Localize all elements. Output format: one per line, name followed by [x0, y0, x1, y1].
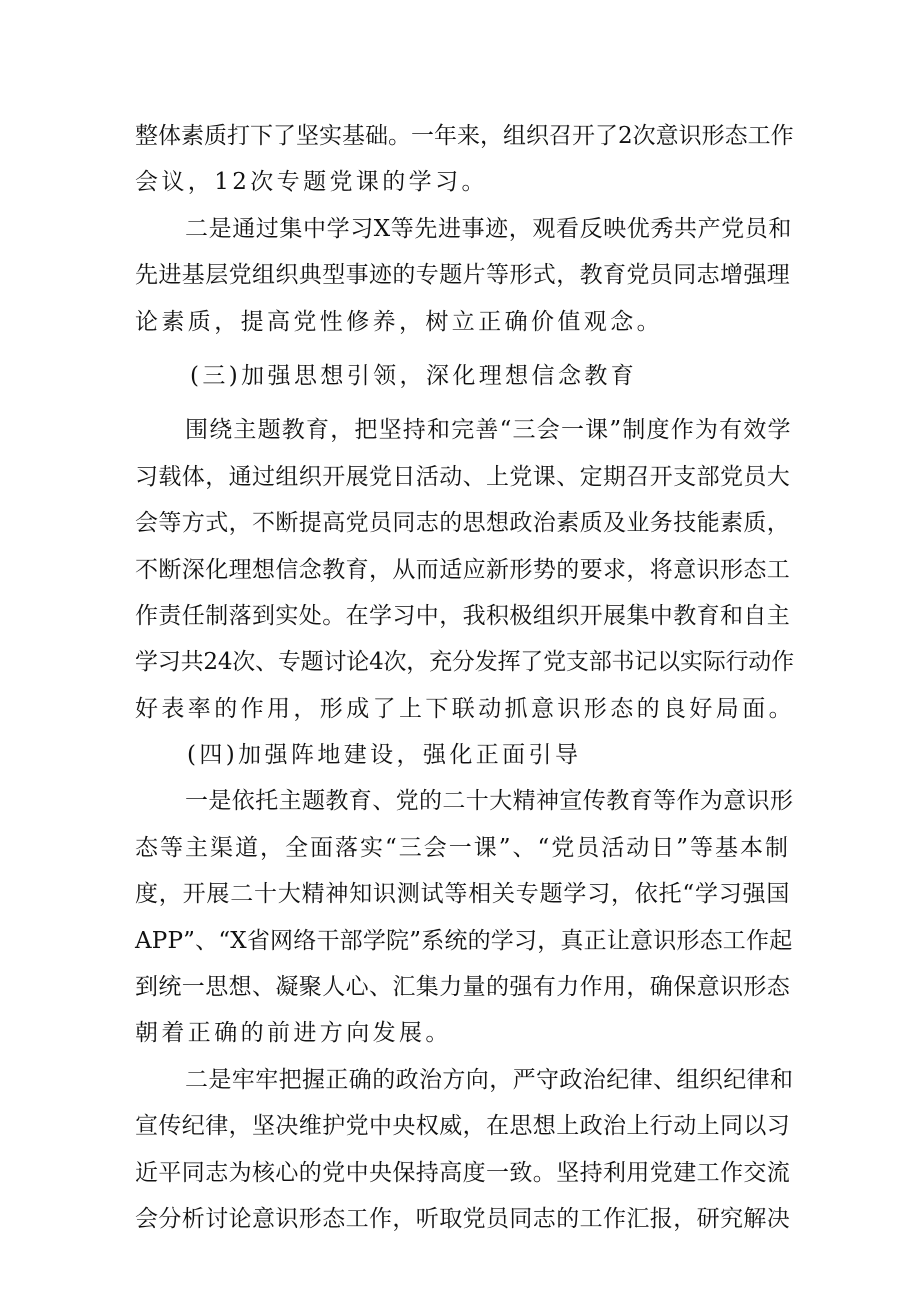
text-line: 态等主渠道，全面落实“三会一课”、“党员活动日”等基本制 [135, 834, 791, 861]
text-line: 二是牢牢把握正确的政治方向，严守政治纪律、组织纪律和 [185, 1066, 794, 1093]
text-line: 到统一思想、凝聚人心、汇集力量的强有力作用，确保意识形态 [135, 974, 791, 1001]
text-line: 度，开展二十大精神知识测试等相关专题学习，依托“学习强国 [135, 881, 791, 908]
text-line: 整体素质打下了坚实基础。一年来，组织召开了2次意识形态工作 [135, 123, 794, 149]
text-line: 学习共24次、专题讨论4次，充分发挥了党支部书记以实际行动作 [135, 649, 794, 676]
text-line: 宣传纪律，坚决维护党中央权威，在思想上政治上行动上同以习 [135, 1113, 791, 1140]
paragraph-3 [135, 407, 795, 732]
text-line: 论素质，提高党性修养，树立正确价值观念。 [135, 308, 663, 335]
text-line: 不断深化理想信念教育，从而适应新形势的要求，将意识形态工 [135, 556, 791, 583]
heading-text: (三)加强思想引领，深化理想信念教育 [190, 362, 638, 389]
text-line: 习载体，通过组织开展党日活动、上党课、定期召开支部党员大 [135, 463, 791, 490]
heading-text: (四)加强阵地建设，强化正面引导 [187, 742, 582, 769]
text-line: 围绕主题教育，把坚持和完善“三会一课”制度作为有效学 [185, 417, 792, 444]
paragraph-4 [135, 778, 795, 1056]
paragraph-5 [135, 1057, 795, 1243]
text-line: 一是依托主题教育、党的二十大精神宣传教育等作为意识形 [185, 788, 794, 815]
text-line: 作责任制落到实处。在学习中，我积极组织开展集中教育和自主 [135, 602, 791, 629]
text-line: 先进基层党组织典型事迹的专题片等形式，教育党员同志增强理 [135, 262, 791, 289]
section-heading-3 [135, 353, 795, 399]
section-heading-4 [135, 732, 795, 778]
text-line: 会分析讨论意识形态工作，听取党员同志的工作汇报，研究解决 [135, 1205, 791, 1232]
text-line: 会议，12次专题党课的学习。 [135, 169, 488, 196]
paragraph-1 [135, 113, 795, 206]
text-line: APP”、“X省网络干部学院”系统的学习，真正让意识形态工作起 [135, 927, 793, 954]
text-line: 会等方式，不断提高党员同志的思想政治素质及业务技能素质， [135, 510, 791, 537]
text-line: 朝着正确的前进方向发展。 [135, 1020, 452, 1047]
paragraph-2 [135, 206, 795, 345]
text-line: 二是通过集中学习X等先进事迹，观看反映优秀共产党员和 [185, 215, 792, 242]
text-line: 近平同志为核心的党中央保持高度一致。坚持利用党建工作交流 [135, 1159, 791, 1186]
text-line: 好表率的作用，形成了上下联动抓意识形态的良好局面。 [135, 695, 795, 722]
document-body [135, 113, 795, 1242]
